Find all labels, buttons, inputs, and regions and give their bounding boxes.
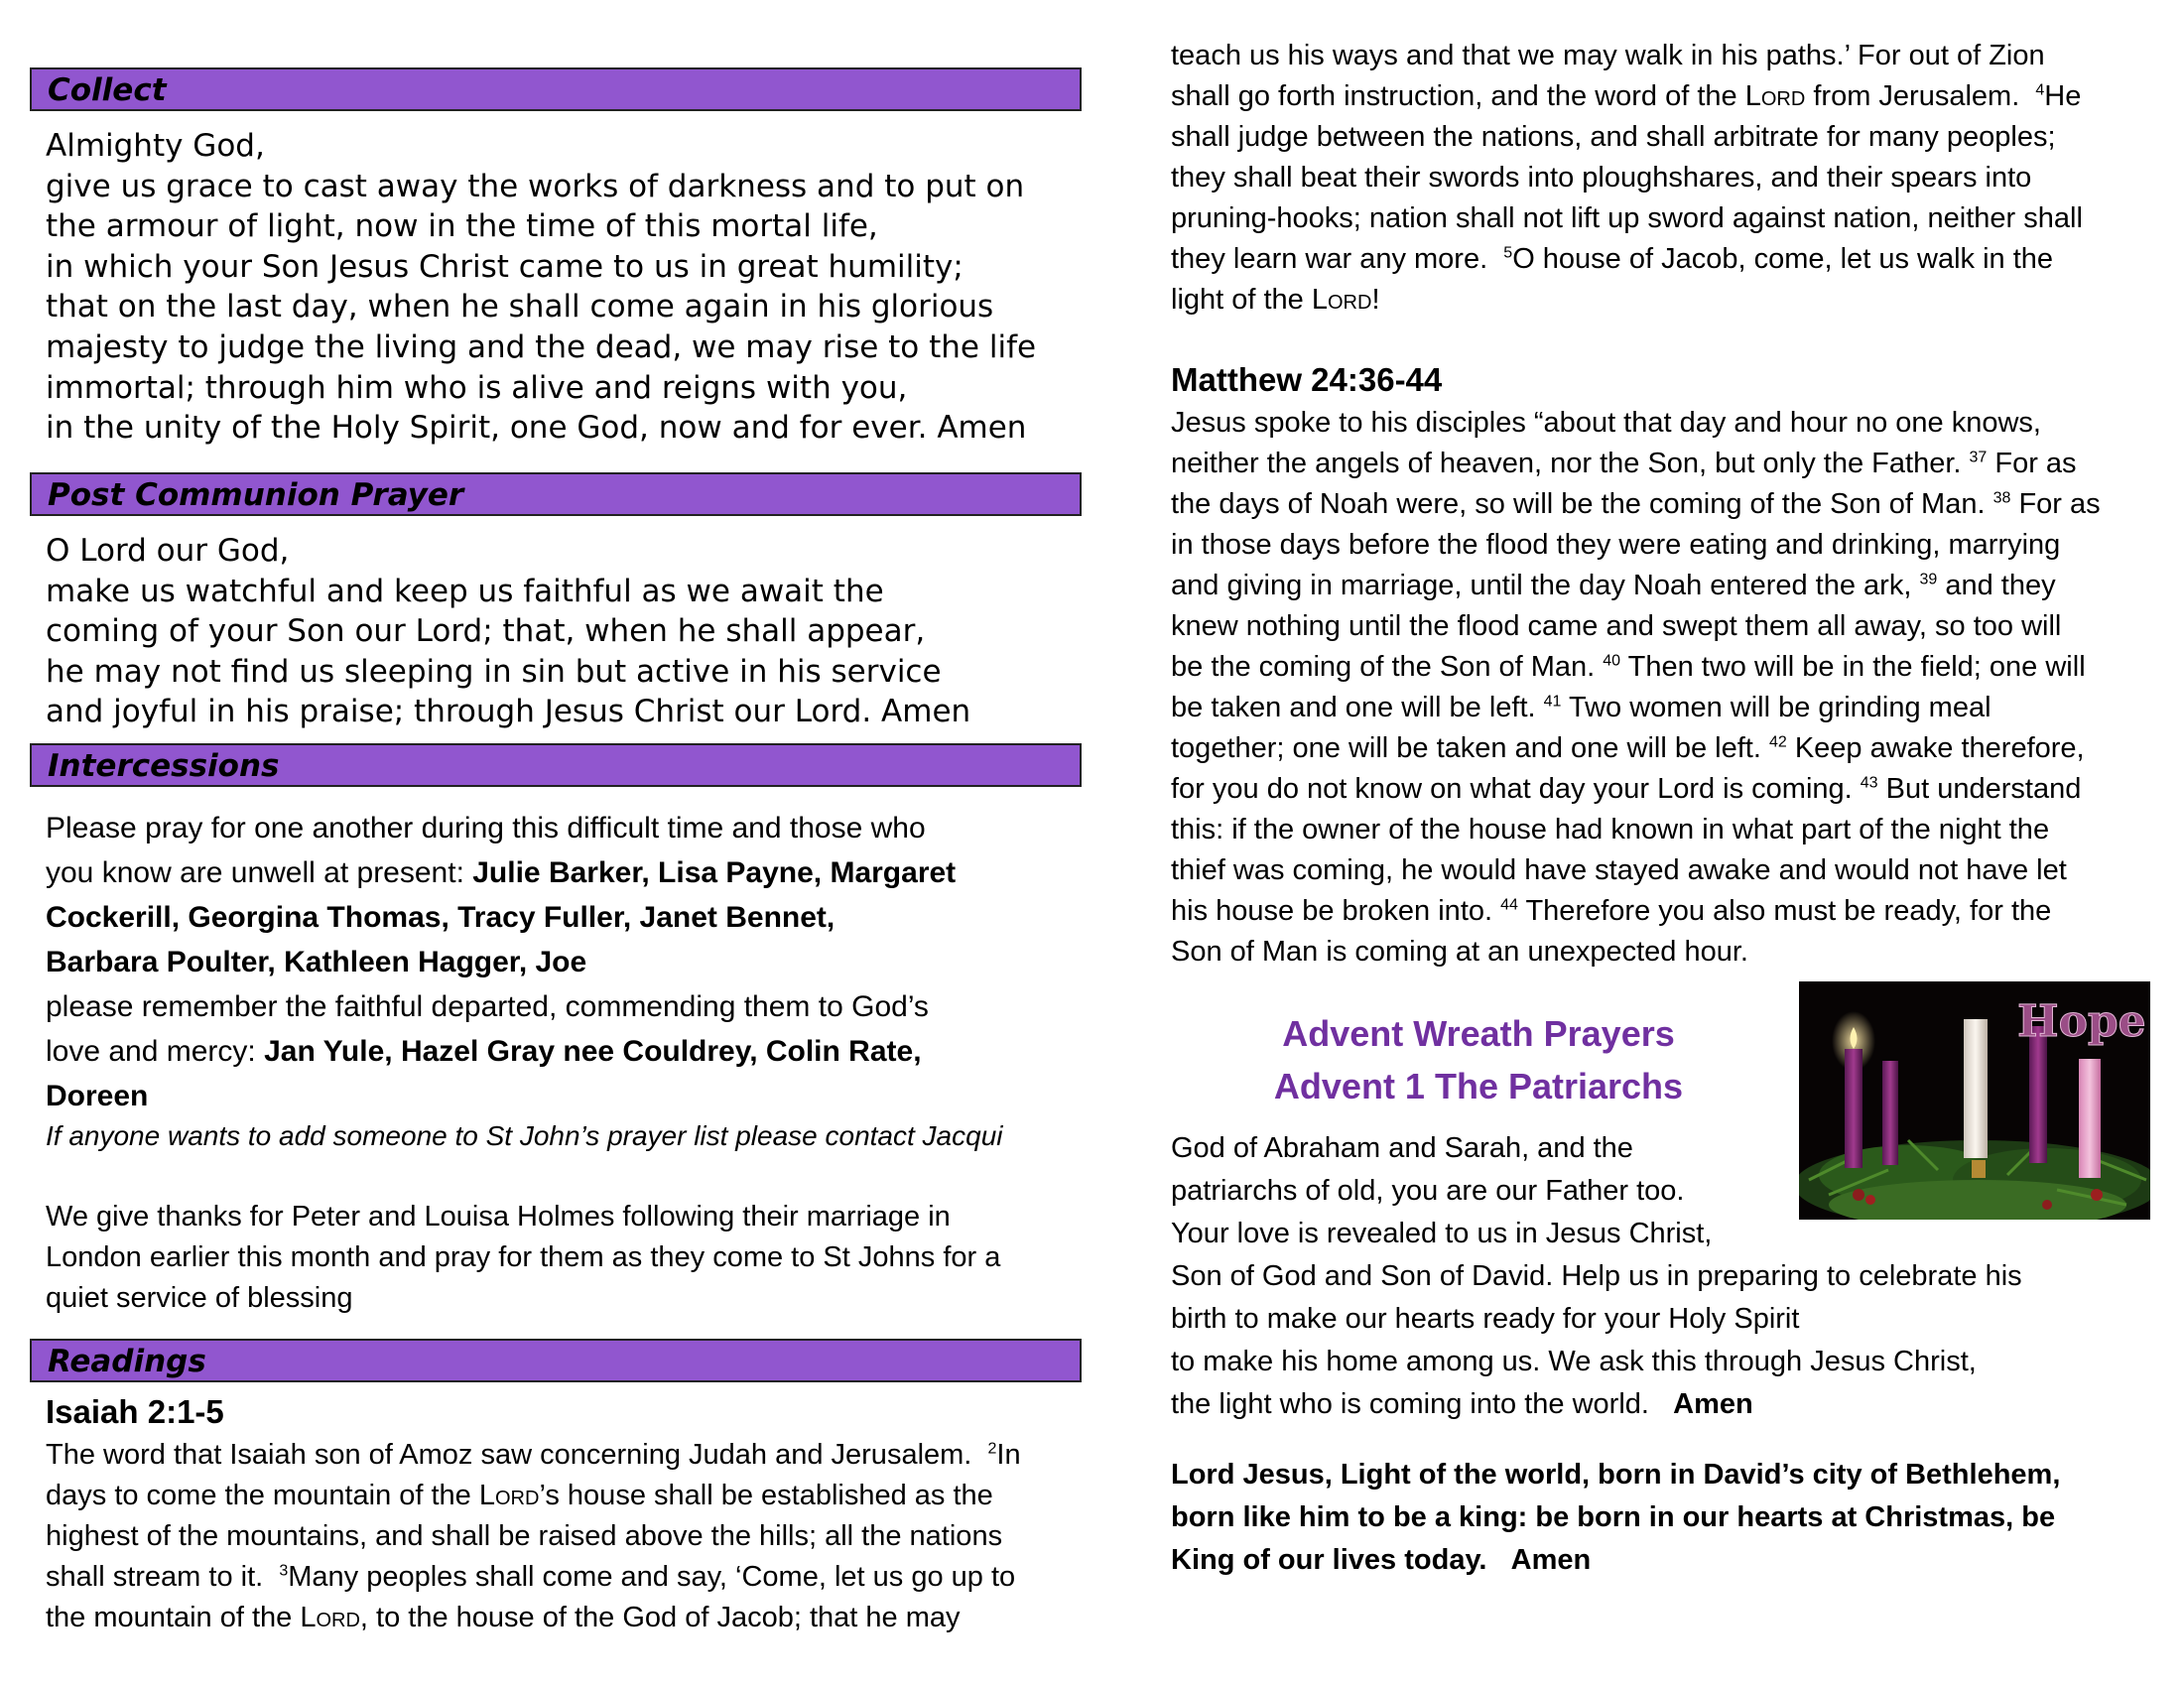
collect-line: give us grace to cast away the works of darkness and to put on: [46, 168, 1025, 204]
verse-number: 39: [1919, 571, 1938, 588]
advent-titles: [1171, 1007, 1786, 1112]
reading-line: [46, 1598, 1021, 1638]
reading-text: the mountain of the: [46, 1602, 301, 1633]
bold-prayer-line: [1171, 1539, 2060, 1582]
reading-line: Jesus spoke to his disciples “about that day and hour no one knows,: [1171, 407, 2041, 439]
reading-line: [1171, 728, 2101, 769]
reading-text: light of the: [1171, 284, 1312, 316]
reading-text: for you do not know on what day your Lord is coming.: [1171, 773, 1853, 805]
collect-line: Almighty God,: [46, 128, 265, 164]
bold-prayer-text: King of our lives today.: [1171, 1544, 1487, 1576]
reading-text: and giving in marriage, until the day Noah entered the ark,: [1171, 570, 1912, 601]
thanksgiving-line: quiet service of blessing: [46, 1282, 353, 1314]
matthew-title: Matthew 24:36-44: [1171, 361, 1443, 398]
reading-line: thief was coming, he would have stayed awake and would not have let: [1171, 854, 2067, 886]
reading-line: they shall beat their swords into ploughshares, and their spears into: [1171, 162, 2032, 194]
reading-line: [46, 1435, 1021, 1476]
intercessions-heading: Intercessions: [48, 748, 280, 784]
prayer-line: God of Abraham and Sarah, and the: [1171, 1132, 1633, 1164]
reading-text: O house of Jacob, come, let us walk in the: [1512, 243, 2054, 275]
reading-line: [1171, 566, 2101, 606]
verse-number: 40: [1603, 652, 1621, 670]
prayer-line: Your love is revealed to us in Jesus Christ,: [1171, 1218, 1713, 1249]
reading-line: [46, 1557, 1021, 1598]
verse-number: 37: [1969, 449, 1988, 466]
thanksgiving-line: London earlier this month and pray for them as they come to St Johns for a: [46, 1241, 1001, 1273]
amen: Amen: [1510, 1544, 1592, 1576]
reading-line: teach us his ways and that we may walk in his paths.’ For out of Zion: [1171, 40, 2045, 71]
reading-text: In: [996, 1439, 1021, 1471]
prayer-line: patriarchs of old, you are our Father too.: [1171, 1175, 1685, 1207]
reading-text: shall go forth instruction, and the word of the: [1171, 80, 1745, 112]
lord-small-caps: Lord: [1311, 284, 1372, 316]
reading-text: , to the house of the God of Jacob; that he may: [359, 1602, 961, 1633]
intercessions-line-text: you know are unwell at present:: [46, 856, 473, 889]
verse-number: 43: [1860, 774, 1878, 792]
prayer-list-note-text: If anyone wants to add someone to St John’s prayer list please contact Jacqui: [46, 1120, 1003, 1151]
advent-week-title: Advent 1 The Patriarchs: [1273, 1066, 1684, 1106]
verse-number: 4: [2035, 81, 2045, 99]
prayer-text: the light who is coming into the world.: [1171, 1388, 1649, 1420]
isaiah-title: Isaiah 2:1-5: [46, 1393, 224, 1430]
reading-line: [1171, 444, 2101, 484]
reading-text: Many peoples shall come and say, ‘Come, let us go up to: [288, 1561, 1016, 1593]
isaiah-continued: [1171, 36, 2083, 321]
prayer-line: Son of God and Son of David. Help us in preparing to celebrate his: [1171, 1260, 2022, 1292]
sick-names: Cockerill, Georgina Thomas, Tracy Fuller, Janet Bennet,: [46, 901, 835, 934]
reading-text: and they: [1945, 570, 2056, 601]
post-communion-line: coming of your Son our Lord; that, when he shall appear,: [46, 613, 926, 650]
reading-text: For as: [1994, 448, 2077, 479]
reading-line: [1171, 76, 2083, 117]
reading-text: !: [1371, 284, 1380, 316]
verse-number: 5: [1503, 244, 1513, 262]
verse-number: 2: [987, 1440, 997, 1458]
intercessions-heading-bar: [30, 743, 1082, 787]
reading-text: The word that Isaiah son of Amoz saw concerning Judah and Jerusalem.: [46, 1439, 972, 1471]
verse-number: 44: [1500, 896, 1518, 914]
bold-prayer-line: born like him to be a king: be born in our hearts at Christmas, be: [1171, 1501, 2056, 1533]
verse-number: 3: [279, 1562, 289, 1580]
post-communion-line: he may not find us sleeping in sin but active in his service: [46, 653, 942, 690]
reading-text: from Jerusalem.: [1805, 80, 2020, 112]
collect-line: that on the last day, when he shall come again in his glorious: [46, 289, 994, 325]
post-communion-heading-bar: [30, 472, 1082, 516]
lord-small-caps: Lord: [300, 1602, 360, 1633]
reading-line: pruning-hooks; nation shall not lift up sword against nation, neither shall: [1171, 202, 2083, 234]
lord-small-caps: Lord: [1744, 80, 1806, 112]
matthew-reading: [1171, 357, 2101, 973]
post-communion-line: O Lord our God,: [46, 533, 290, 569]
advent-wreath-image: [1799, 981, 2150, 1220]
collect-line: immortal; through him who is alive and reigns with you,: [46, 369, 908, 406]
reading-text: together; one will be taken and one will be left.: [1171, 732, 1761, 764]
prayer-line: to make his home among us. We ask this through Jesus Christ,: [1171, 1346, 1977, 1377]
reading-text: Therefore you also must be ready, for the: [1525, 895, 2052, 927]
reading-text: For as: [2018, 488, 2101, 520]
prayer-line: [1171, 1383, 2022, 1426]
intercessions-line-text: love and mercy:: [46, 1035, 265, 1068]
lord-small-caps: Lord: [478, 1480, 540, 1511]
reading-text: But understand: [1885, 773, 2082, 805]
reading-text: Then two will be in the field; one will: [1627, 651, 2086, 683]
thanksgiving-text: [46, 1197, 1000, 1319]
reading-line: [1171, 647, 2101, 688]
isaiah-reading: [46, 1389, 1021, 1638]
sick-names: Julie Barker, Lisa Payne, Margaret: [472, 856, 957, 889]
intercessions-text: [46, 806, 956, 1118]
bold-prayer-line: Lord Jesus, Light of the world, born in David’s city of Bethlehem,: [1171, 1459, 2061, 1491]
reading-line: [1171, 484, 2101, 525]
verse-number: 41: [1543, 693, 1562, 711]
sick-names: Barbara Poulter, Kathleen Hagger, Joe: [46, 946, 587, 978]
reading-line: highest of the mountains, and shall be raised above the hills; all the nations: [46, 1520, 1003, 1552]
reading-text: He: [2044, 80, 2082, 112]
reading-text: days to come the mountain of the: [46, 1480, 479, 1511]
reading-line: [1171, 891, 2101, 932]
collect-line: in which your Son Jesus Christ came to us in great humility;: [46, 248, 964, 285]
prayer-list-note: [46, 1116, 1003, 1156]
reading-line: [1171, 239, 2083, 280]
post-communion-text: [46, 531, 970, 732]
intercessions-line: [46, 1029, 956, 1074]
reading-text: Keep awake therefore,: [1794, 732, 2085, 764]
reading-line: this: if the owner of the house had known in what part of the night the: [1171, 814, 2050, 845]
collect-line: the armour of light, now in the time of this mortal life,: [46, 208, 878, 245]
verse-number: 42: [1768, 733, 1787, 751]
reading-text: the days of Noah were, so will be the coming of the Son of Man.: [1171, 488, 1986, 520]
post-communion-heading: Post Communion Prayer: [48, 477, 464, 513]
bold-prayer: [1171, 1454, 2060, 1582]
reading-line: [1171, 688, 2101, 728]
post-communion-line: and joyful in his praise; through Jesus Christ our Lord. Amen: [46, 694, 971, 730]
reading-text: neither the angels of heaven, nor the Son, but only the Father.: [1171, 448, 1962, 479]
readings-heading: Readings: [48, 1344, 206, 1379]
collect-line: majesty to judge the living and the dead, we may rise to the life: [46, 328, 1037, 365]
prayer-line: birth to make our hearts ready for your Holy Spirit: [1171, 1303, 1800, 1335]
reading-line: shall judge between the nations, and shall arbitrate for many peoples;: [1171, 121, 2056, 153]
intercessions-line: Please pray for one another during this difficult time and those who: [46, 812, 926, 844]
thanksgiving-line: We give thanks for Peter and Louisa Holmes following their marriage in: [46, 1201, 951, 1233]
departed-names: Jan Yule, Hazel Gray nee Couldrey, Colin Rate,: [264, 1035, 922, 1068]
departed-names: Doreen: [46, 1080, 149, 1112]
reading-line: knew nothing until the flood came and swept them all away, so too will: [1171, 610, 2062, 642]
reading-text: ’s house shall be established as the: [539, 1480, 993, 1511]
reading-line: in those days before the flood they were eating and drinking, marrying: [1171, 529, 2061, 561]
reading-text: shall stream to it.: [46, 1561, 264, 1593]
amen: Amen: [1673, 1388, 1753, 1420]
reading-text: they learn war any more.: [1171, 243, 1488, 275]
intercessions-line: [46, 850, 956, 895]
readings-heading-bar: [30, 1339, 1082, 1382]
hope-word: Hope: [2017, 996, 2146, 1047]
reading-line: [46, 1476, 1021, 1516]
collect-heading: Collect: [48, 72, 167, 108]
reading-line: [1171, 769, 2101, 810]
reading-text: his house be broken into.: [1171, 895, 1493, 927]
reading-line: Son of Man is coming at an unexpected hour.: [1171, 936, 1748, 968]
reading-text: Two women will be grinding meal: [1569, 692, 1991, 723]
post-communion-line: make us watchful and keep us faithful as we await the: [46, 573, 884, 609]
reading-text: be the coming of the Son of Man.: [1171, 651, 1596, 683]
verse-number: 38: [1992, 489, 2011, 507]
collect-text: [46, 126, 1036, 449]
collect-line: in the unity of the Holy Spirit, one God, now and for ever. Amen: [46, 410, 1027, 447]
advent-wreath-title: Advent Wreath Prayers: [1282, 1013, 1675, 1054]
intercessions-line: please remember the faithful departed, commending them to God’s: [46, 990, 929, 1023]
collect-heading-bar: [30, 67, 1082, 111]
reading-text: be taken and one will be left.: [1171, 692, 1536, 723]
reading-line: [1171, 280, 2083, 321]
